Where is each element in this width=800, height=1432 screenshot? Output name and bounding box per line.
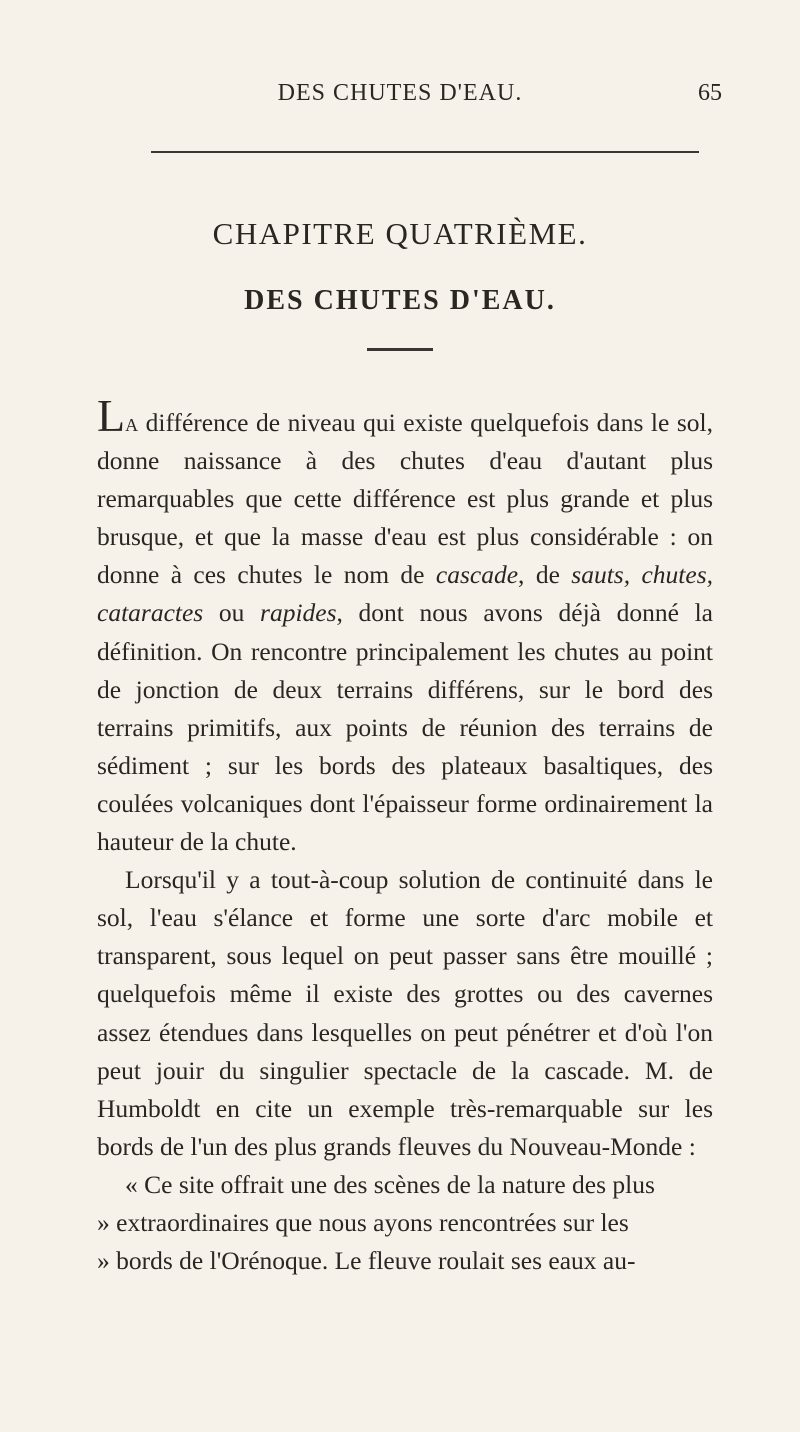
italic-term: rapides — [260, 598, 337, 628]
quote-line: « Ce site offrait une des scènes de la nature des plus — [125, 1169, 655, 1199]
running-head — [0, 80, 800, 110]
italic-term: sauts, chutes, cataractes — [97, 560, 713, 628]
italic-term: cascade — [435, 560, 519, 590]
quote-line: » extraordinaires que nous ayons rencontrées sur les — [97, 1207, 629, 1237]
section-title: DES CHUTES D'EAU. — [244, 285, 556, 316]
running-title: DES CHUTES D'EAU. — [277, 80, 523, 106]
paragraph-2: Lorsqu'il y a tout-à-coup solution de continuité dans le sol, l'eau s'élance et forme une sorte d'arc mobile et transparent, sous lequel on peut passer sans être mouillé ; quelquefois même il existe des grottes ou des cavernes assez étendues dans lesquelles on peut pénétrer et d'où l'on peut jouir du singulier spectacle de la cascade. M. de Humboldt en cite un exemple très-remarquable sur les bords de l'un des plus grands fleuves du Nouveau-Monde : — [97, 865, 713, 1161]
paragraph-text: différence de niveau qui existe quelquefois dans le sol, donne naissance à des chutes d'eau d'autant plus remarquables que cette différence est plus grande et plus brusque, et que la masse d'eau est plus considérable : on donne à ces chutes le nom de — [97, 408, 713, 590]
paragraph-text: , de — [518, 560, 572, 590]
drop-cap: L — [97, 390, 126, 441]
paragraph-text: ou — [203, 598, 261, 628]
paragraph-text: , dont nous avons déjà donné la définition. On rencontre principalement les chutes au point de jonction de deux terrains différens, sur le bord des terrains primitifs, aux points de réunion des terrains de sédiment ; sur les bords des plateaux basaltiques, des coulées volcaniques dont l'épaisseur forme ordinairement la hauteur de la chute. — [97, 598, 713, 857]
quote-line: » bords de l'Orénoque. Le fleuve roulait ses eaux au- — [97, 1246, 636, 1276]
ornament-rule — [367, 348, 433, 351]
chapter-title: CHAPITRE QUATRIÈME. — [212, 216, 588, 251]
page-number: 65 — [698, 80, 722, 106]
top-rule — [151, 151, 699, 153]
body-text — [97, 390, 713, 1280]
small-caps-text: a — [125, 408, 139, 437]
paragraph-1 — [97, 390, 713, 861]
